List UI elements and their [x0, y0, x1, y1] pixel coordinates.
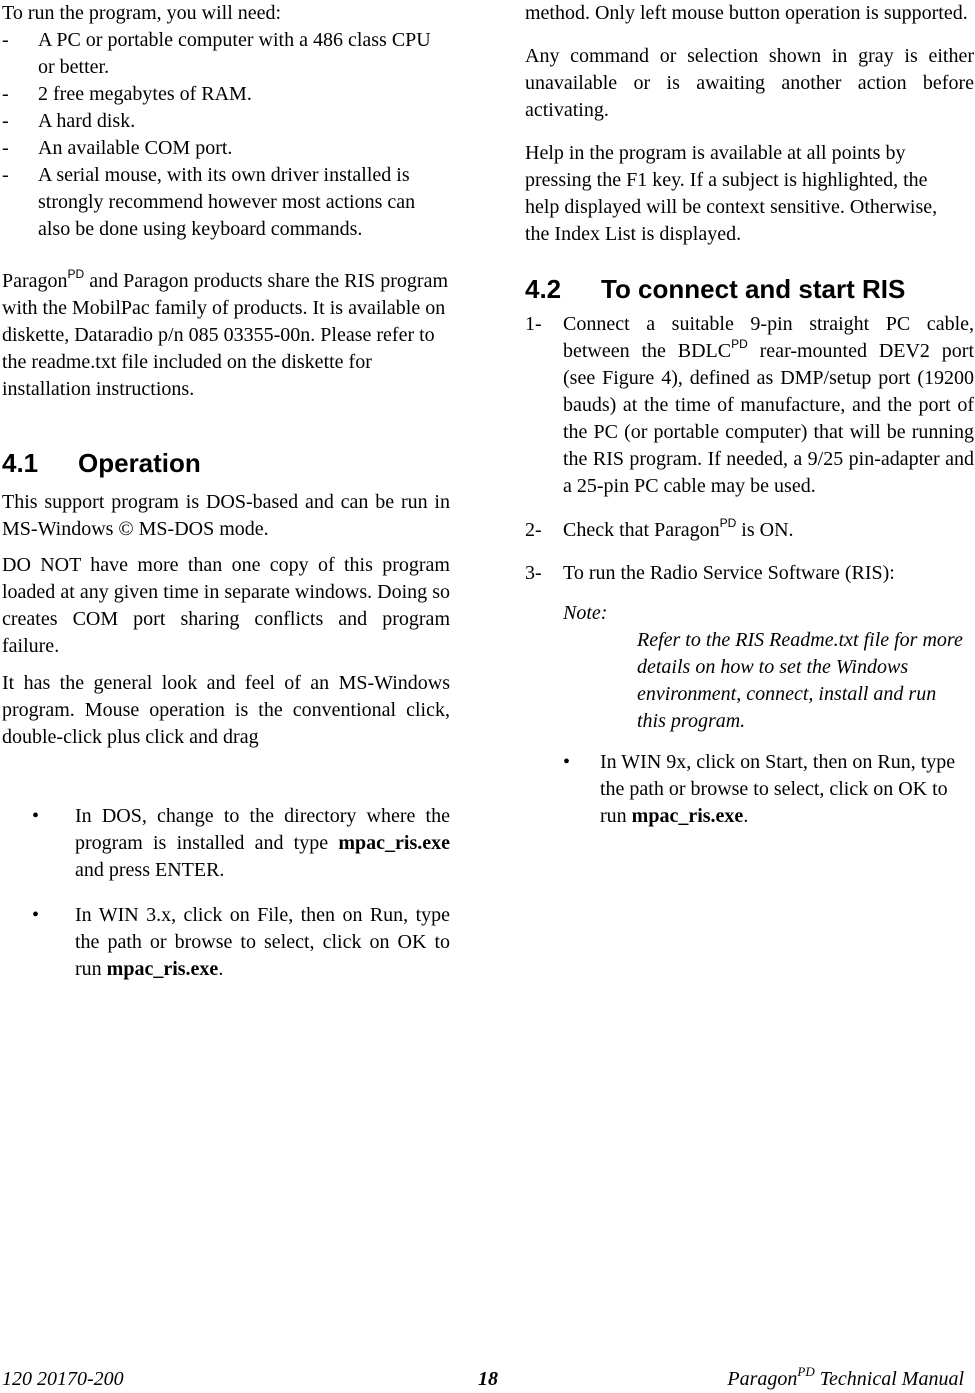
requirement-text: A PC or portable computer with a 486 class CPU or better. — [38, 29, 431, 78]
bullet-item-win9x: • In WIN 9x, click on Start, then on Run, type the path or browse to select, click on OK to run mpac_ris.exe. — [563, 751, 956, 827]
list-item — [2, 27, 450, 81]
right-column — [525, 0, 974, 830]
step-item: 2- Check that Paragon$^{PD}$ is ON. — [525, 517, 974, 544]
requirement-text: A serial mouse, with its own driver installed is strongly recommend however most actions can also be done using keyboard commands. — [38, 164, 416, 240]
doc-number: 120 20170-200 — [2, 1368, 124, 1390]
dash-marker: - — [2, 164, 9, 186]
operation-paragraph-3: It has the general look and feel of an MS-Windows program. Mouse operation is the conventional click, double-click plus click and drag — [2, 672, 450, 748]
list-item — [2, 135, 450, 162]
section-heading-4-1: 4.1 Operation — [2, 448, 201, 478]
requirement-text: 2 free megabytes of RAM. — [38, 83, 252, 105]
exe-name: mpac_ris.exe — [631, 805, 744, 827]
page-footer — [2, 1366, 964, 1393]
manual-title: Paragon$^{PD}$ Technical Manual — [727, 1364, 964, 1390]
step-number: 3- — [525, 562, 542, 584]
exe-name: mpac_ris.exe — [338, 832, 450, 854]
operation-paragraph-2: DO NOT have more than one copy of this program loaded at any given time in separate windows. Doing so creates COM port sharing conflicts and program failure. — [2, 554, 450, 657]
operation-paragraph-1: This support program is DOS-based and can be run in MS-Windows © MS-DOS mode. — [2, 491, 450, 540]
requirements-list — [2, 27, 450, 243]
connect-steps — [525, 311, 974, 587]
continued-paragraph: method. Only left mouse button operation is supported. — [525, 2, 968, 24]
exe-name: mpac_ris.exe — [106, 958, 219, 980]
requirement-text: An available COM port. — [38, 137, 233, 159]
pd-superscript: PD — [731, 337, 748, 351]
step-item: 3- To run the Radio Service Software (RIS): — [525, 560, 974, 587]
bullet-item-win3: • In WIN 3.x, click on File, then on Run, type the path or browse to select, click on OK to run mpac_ris.exe. — [32, 904, 450, 980]
dash-marker: - — [2, 110, 9, 132]
note-text: Refer to the RIS Readme.txt file for more details on how to set the Windows environment, connect, install and run this program. — [637, 629, 963, 732]
dash-marker: - — [2, 83, 9, 105]
section-heading-4-2: 4.2 To connect and start RIS — [525, 274, 906, 304]
requirements-intro: To run the program, you will need: — [2, 2, 282, 24]
help-paragraph: Help in the program is available at all points by pressing the F1 key. If a subject is highlighted, the help displayed will be context sensitive. Otherwise, the Index List is displayed. — [525, 142, 938, 245]
list-item — [2, 162, 450, 243]
bullet-marker: • — [563, 751, 571, 773]
list-item — [2, 108, 450, 135]
note-label: Note: — [563, 602, 608, 624]
gray-commands-paragraph: Any command or selection shown in gray is either unavailable or is awaiting another action before activating. — [525, 45, 974, 121]
list-item — [2, 81, 450, 108]
step-item: 1- Connect a suitable 9-pin straight PC cable, between the $BDLC^{PD}$ rear-mounted DEV2 port (see Figure 4), defined as DMP/setup port (19200 bauds) at the time of manufacture, and the port of the PC (or portable computer) that will be running the RIS program. If needed, a 9/25 pin-adapter and a 25-pin PC cable may be used. — [525, 313, 975, 497]
dash-marker: - — [2, 137, 9, 159]
pd-superscript: PD — [67, 267, 85, 281]
page-number: 18 — [478, 1368, 498, 1390]
step-number: 2- — [525, 519, 542, 541]
pd-superscript: PD — [719, 516, 737, 530]
ris-paragraph: Paragon$^{PD}$ and Paragon products share the RIS program with the MobilPac family of products. It is available on diskette, Dataradio p/n 085 03355-00n. Please refer to the readme.txt file included on the diskette for installation instructions. — [2, 267, 449, 400]
bullet-marker: • — [32, 805, 40, 827]
dash-marker: - — [2, 29, 9, 51]
left-column — [2, 0, 450, 983]
step-number: 1- — [525, 313, 542, 335]
pd-superscript: PD — [797, 1364, 815, 1379]
bullet-marker: • — [32, 904, 40, 926]
bullet-item-dos: • In DOS, change to the directory where the program is installed and type mpac_ris.exe and press ENTER. — [32, 805, 450, 881]
requirement-text: A hard disk. — [38, 110, 136, 132]
